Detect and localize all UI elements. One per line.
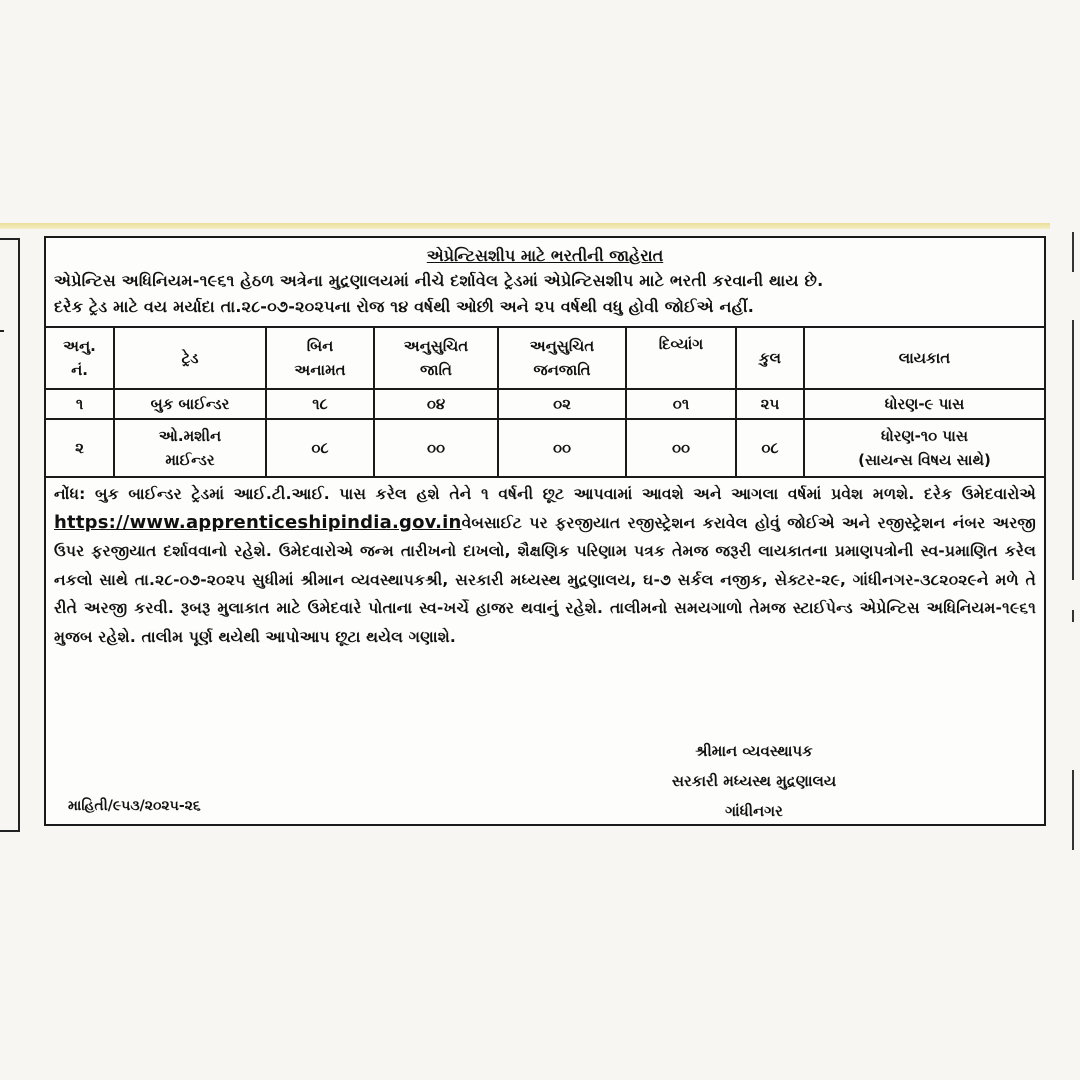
notice-title: એપ્રેન્ટિસશીપ માટે ભરતીની જાહેરાત: [426, 246, 664, 265]
note-text-2: વેબસાઈટ પર ફરજીયાત રજીસ્ટ્રેશન કરાવેલ હોવું જોઈએ અને રજીસ્ટ્રેશન નંબર અરજી ઉપર ફરજીયાત દર્શાવવાનો રહેશે. ઉમેદવારોએ જન્મ તારીખનો દાખલો, શૈક્ષણિક પરિણામ પત્રક તેમજ જરૂરી લાયકાતના પ્રમાણપત્રોની સ્વ-પ્રમાણિત કરેલ નકલો સાથે તા.૨૮-૦૭-૨૦૨૫ સુધીમાં: [54, 513, 1036, 589]
cell-sr: ૨: [46, 419, 114, 477]
header-sr-no: અનુ. નં.: [46, 327, 114, 389]
header-qualification: લાયકાત: [804, 327, 1044, 389]
cell-trade: ઓ.મશીન માઈન્ડર: [114, 419, 266, 477]
signatory-title: શ્રીમાન વ્યવસ્થાપક: [695, 742, 813, 760]
signatory-city: ગાંધીનગર: [725, 802, 783, 820]
postal-address: શ્રીમાન વ્યવસ્થાપકશ્રી, સરકારી મધ્યસ્થ મુદ્રણાલય, ઘ-૭ સર્કલ નજીક, સેક્ટર-૨૯, ગાંધીનગર-૩૮૨૦૨૯: [300, 570, 977, 589]
table-row: [46, 419, 1044, 477]
cell-total: ૦૮: [736, 419, 804, 477]
cell-trade: બુક બાઈન્ડર: [114, 389, 266, 419]
adjacent-column-border: [0, 238, 20, 832]
cell-qualification: ધોરણ-૧૦ પાસ (સાયન્સ વિષય સાથે): [804, 419, 1044, 477]
apprenticeship-portal-link[interactable]: https://www.apprenticeshipindia.gov.in: [54, 511, 462, 533]
cell-unreserved: ૧૮: [266, 389, 374, 419]
cell-sr: ૧: [46, 389, 114, 419]
header-sc: અનુસુચિત જાતિ: [374, 327, 498, 389]
intro-line-2: દરેક ટ્રેડ માટે વય મર્યાદા તા.૨૮-૦૭-૨૦૨૫ના રોજ ૧૪ વર્ષથી ઓછી અને ૨૫ વર્ષથી વધુ હોવી જોઈએ નહીં.: [54, 297, 755, 316]
adjacent-column-fragment: [1066, 230, 1080, 850]
header-unreserved: બિન અનામત: [266, 327, 374, 389]
cell-st: ૦૦: [498, 419, 626, 477]
signatory-office: સરકારી મધ્યસ્થ મુદ્રણાલય: [671, 772, 837, 790]
table-header-row: [46, 327, 1044, 389]
signature-block: [642, 736, 866, 826]
cell-qualification: ધોરણ-૯ પાસ: [804, 389, 1044, 419]
cell-unreserved: ૦૮: [266, 419, 374, 477]
cell-total: ૨૫: [736, 389, 804, 419]
note-text-1: બુક બાઈન્ડર ટ્રેડમાં આઈ.ટી.આઈ. પાસ કરેલ હશે તેને ૧ વર્ષની છૂટ આપવામાં આવશે અને આગલા વર્ષમાં પ્રવેશ મળશે. દરેક ઉમેદવારોએ: [85, 485, 1036, 503]
header-st: અનુસુચિત જનજાતિ: [498, 327, 626, 389]
cell-sc: ૦૦: [374, 419, 498, 477]
cell-divyang: ૦૧: [626, 389, 736, 419]
header-divyang: દિવ્યાંગ: [626, 327, 736, 389]
notice-intro: [46, 268, 1044, 320]
header-trade: ટ્રેડ: [114, 327, 266, 389]
newspaper-rule: [0, 223, 1050, 229]
cell-divyang: ૦૦: [626, 419, 736, 477]
notice-note: [46, 480, 1044, 651]
trades-table: [46, 326, 1044, 478]
cell-sc: ૦૪: [374, 389, 498, 419]
recruitment-notice: [44, 236, 1046, 826]
intro-line-1: એપ્રેન્ટિસ અધિનિયમ-૧૯૬૧ હેઠળ અત્રેના મુદ્રણાલયમાં નીચે દર્શાવેલ ટ્રેડમાં એપ્રેન્ટિસશીપ માટે ભરતી કરવાની થાય છે.: [54, 271, 824, 290]
note-text-3: ને મળે તે રીતે અરજી કરવી. રૂબરૂ મુલાકાત માટે ઉમેદવારે પોતાના સ્વ-ખર્ચે હાજર થવાનું રહેશે. તાલીમનો સમયગાળો તેમજ સ્ટાઈપેન્ડ એપ્રેન્ટિસ અધિનિયમ-૧૯૬૧ મુજબ રહેશે. તાલીમ પૂર્ણ થયેથી આપોઆપ છૂટા થયેલ ગણાશે.: [54, 570, 1036, 646]
table-row: [46, 389, 1044, 419]
reference-number: માહિતી/૯૫૩/૨૦૨૫-૨૬: [68, 798, 201, 814]
adjacent-column-tick: [0, 330, 4, 332]
note-label: નોંધ:: [54, 485, 86, 503]
cell-st: ૦૨: [498, 389, 626, 419]
header-total: કુલ: [736, 327, 804, 389]
